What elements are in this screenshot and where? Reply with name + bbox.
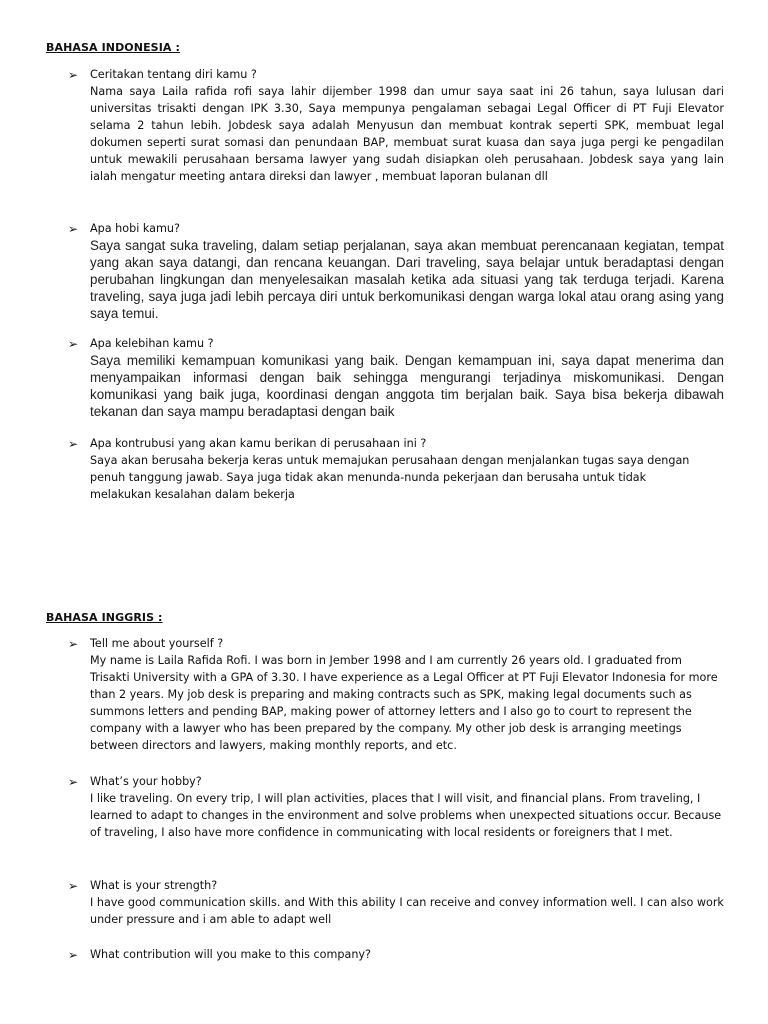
question-text: What contribution will you make to this company? (90, 948, 371, 961)
arrow-bullet-icon: ➢ (68, 437, 79, 451)
answer-text: Nama saya Laila rafida rofi saya lahir dijember 1998 dan umur saya saat ini 26 tahun, saya lulusan dari universitas trisakti dengan IPK 3.30, Saya mempunya pengalaman sebagai Legal Officer di PT Fuji Elevator selama 2 tahun lebih. Jobdesk saya adalah Menyusun dan membuat kontrak seperti SPK, membuat legal dokumen seperti surat somasi dan penundaan BAP, membuat surat kuasa dan saya juga pergi ke pengadilan untuk mewakili perusahaan bersama lawyer yang sudah disiapkan oleh perusahaan. Jobdesk saya yang lain ialah mengatur meeting antara direksi dan lawyer , membuat laporan bulanan dll (90, 85, 724, 183)
arrow-bullet-icon: ➢ (68, 775, 79, 789)
answer-text: Saya akan berusaha bekerja keras untuk memajukan perusahaan dengan menjalankan tugas saya dengan penuh tanggung jawab. Saya juga tidak akan menunda-nunda pekerjaan dan berusaha untuk tidak melakukan kesalahan dalam bekerja (90, 454, 690, 501)
section-heading-english: BAHASA INGGRIS : (46, 611, 163, 624)
question-text: Ceritakan tentang diri kamu ? (90, 68, 257, 81)
arrow-bullet-icon: ➢ (68, 948, 79, 962)
question-text: Apa kontrubusi yang akan kamu berikan di perusahaan ini ? (90, 437, 427, 450)
question-text: Tell me about yourself ? (90, 637, 224, 650)
qa-item-hobby-en (68, 774, 724, 841)
arrow-bullet-icon: ➢ (68, 637, 79, 651)
qa-item-hobby-id (68, 221, 724, 322)
section-heading-indonesian: BAHASA INDONESIA : (46, 41, 180, 54)
qa-item-strength-id (68, 336, 724, 420)
question-text: Apa kelebihan kamu ? (90, 337, 214, 350)
arrow-bullet-icon: ➢ (68, 879, 79, 893)
arrow-bullet-icon: ➢ (68, 337, 79, 351)
answer-text: Saya memiliki kemampuan komunikasi yang baik. Dengan kemampuan ini, saya dapat menerima dan menyampaikan informasi dengan baik sehingga mengurangi terjadinya miskomunikasi. Dengan komunikasi yang baik juga, koordinasi dengan anggota tim berjalan baik. Saya bisa bekerja dibawah tekanan dan saya mampu beradaptasi dengan baik (90, 353, 724, 419)
answer-text: Saya sangat suka traveling, dalam setiap perjalanan, saya akan membuat perencanaan kegiatan, tempat yang akan saya datangi, dan rencana keuangan. Dari traveling, saya belajar untuk beradaptasi dengan perubahan lingkungan dan menyelesaikan masalah ketika ada situasi yang tak terduga terjadi. Karena traveling, saya juga jadi lebih percaya diri untuk berkomunikasi dengan warga lokal atau orang asing yang saya temui. (90, 238, 724, 321)
qa-item-contribution-en (68, 947, 724, 963)
qa-item-about-self-en (68, 636, 724, 754)
question-text: What is your strength? (90, 879, 218, 892)
qa-item-contribution-id (68, 436, 724, 503)
arrow-bullet-icon: ➢ (68, 222, 79, 236)
arrow-bullet-icon: ➢ (68, 68, 79, 82)
question-text: Apa hobi kamu? (90, 222, 180, 235)
answer-text: I like traveling. On every trip, I will plan activities, places that I will visit, and financial plans. From traveling, I learned to adapt to changes in the environment and solve problems when unexpected situations occur. Because of traveling, I also have more confidence in communicating with local residents or foreigners that I met. (90, 792, 722, 839)
qa-item-about-self-id (68, 67, 724, 185)
answer-text: I have good communication skills. and With this ability I can receive and convey information well. I can also work under pressure and i am able to adapt well (90, 896, 724, 926)
answer-text: My name is Laila Rafida Rofi. I was born in Jember 1998 and I am currently 26 years old. I graduated from Trisakti University with a GPA of 3.30. I have experience as a Legal Officer at PT Fuji Elevator Indonesia for more than 2 years. My job desk is preparing and making contracts such as SPK, making legal documents such as summons letters and pending BAP, making power of attorney letters and I also go to court to represent the company with a lawyer who has been prepared by the company. My other job desk is arranging meetings between directors and lawyers, making monthly reports, and etc. (90, 654, 718, 752)
qa-item-strength-en (68, 878, 724, 928)
question-text: What’s your hobby? (90, 775, 202, 788)
